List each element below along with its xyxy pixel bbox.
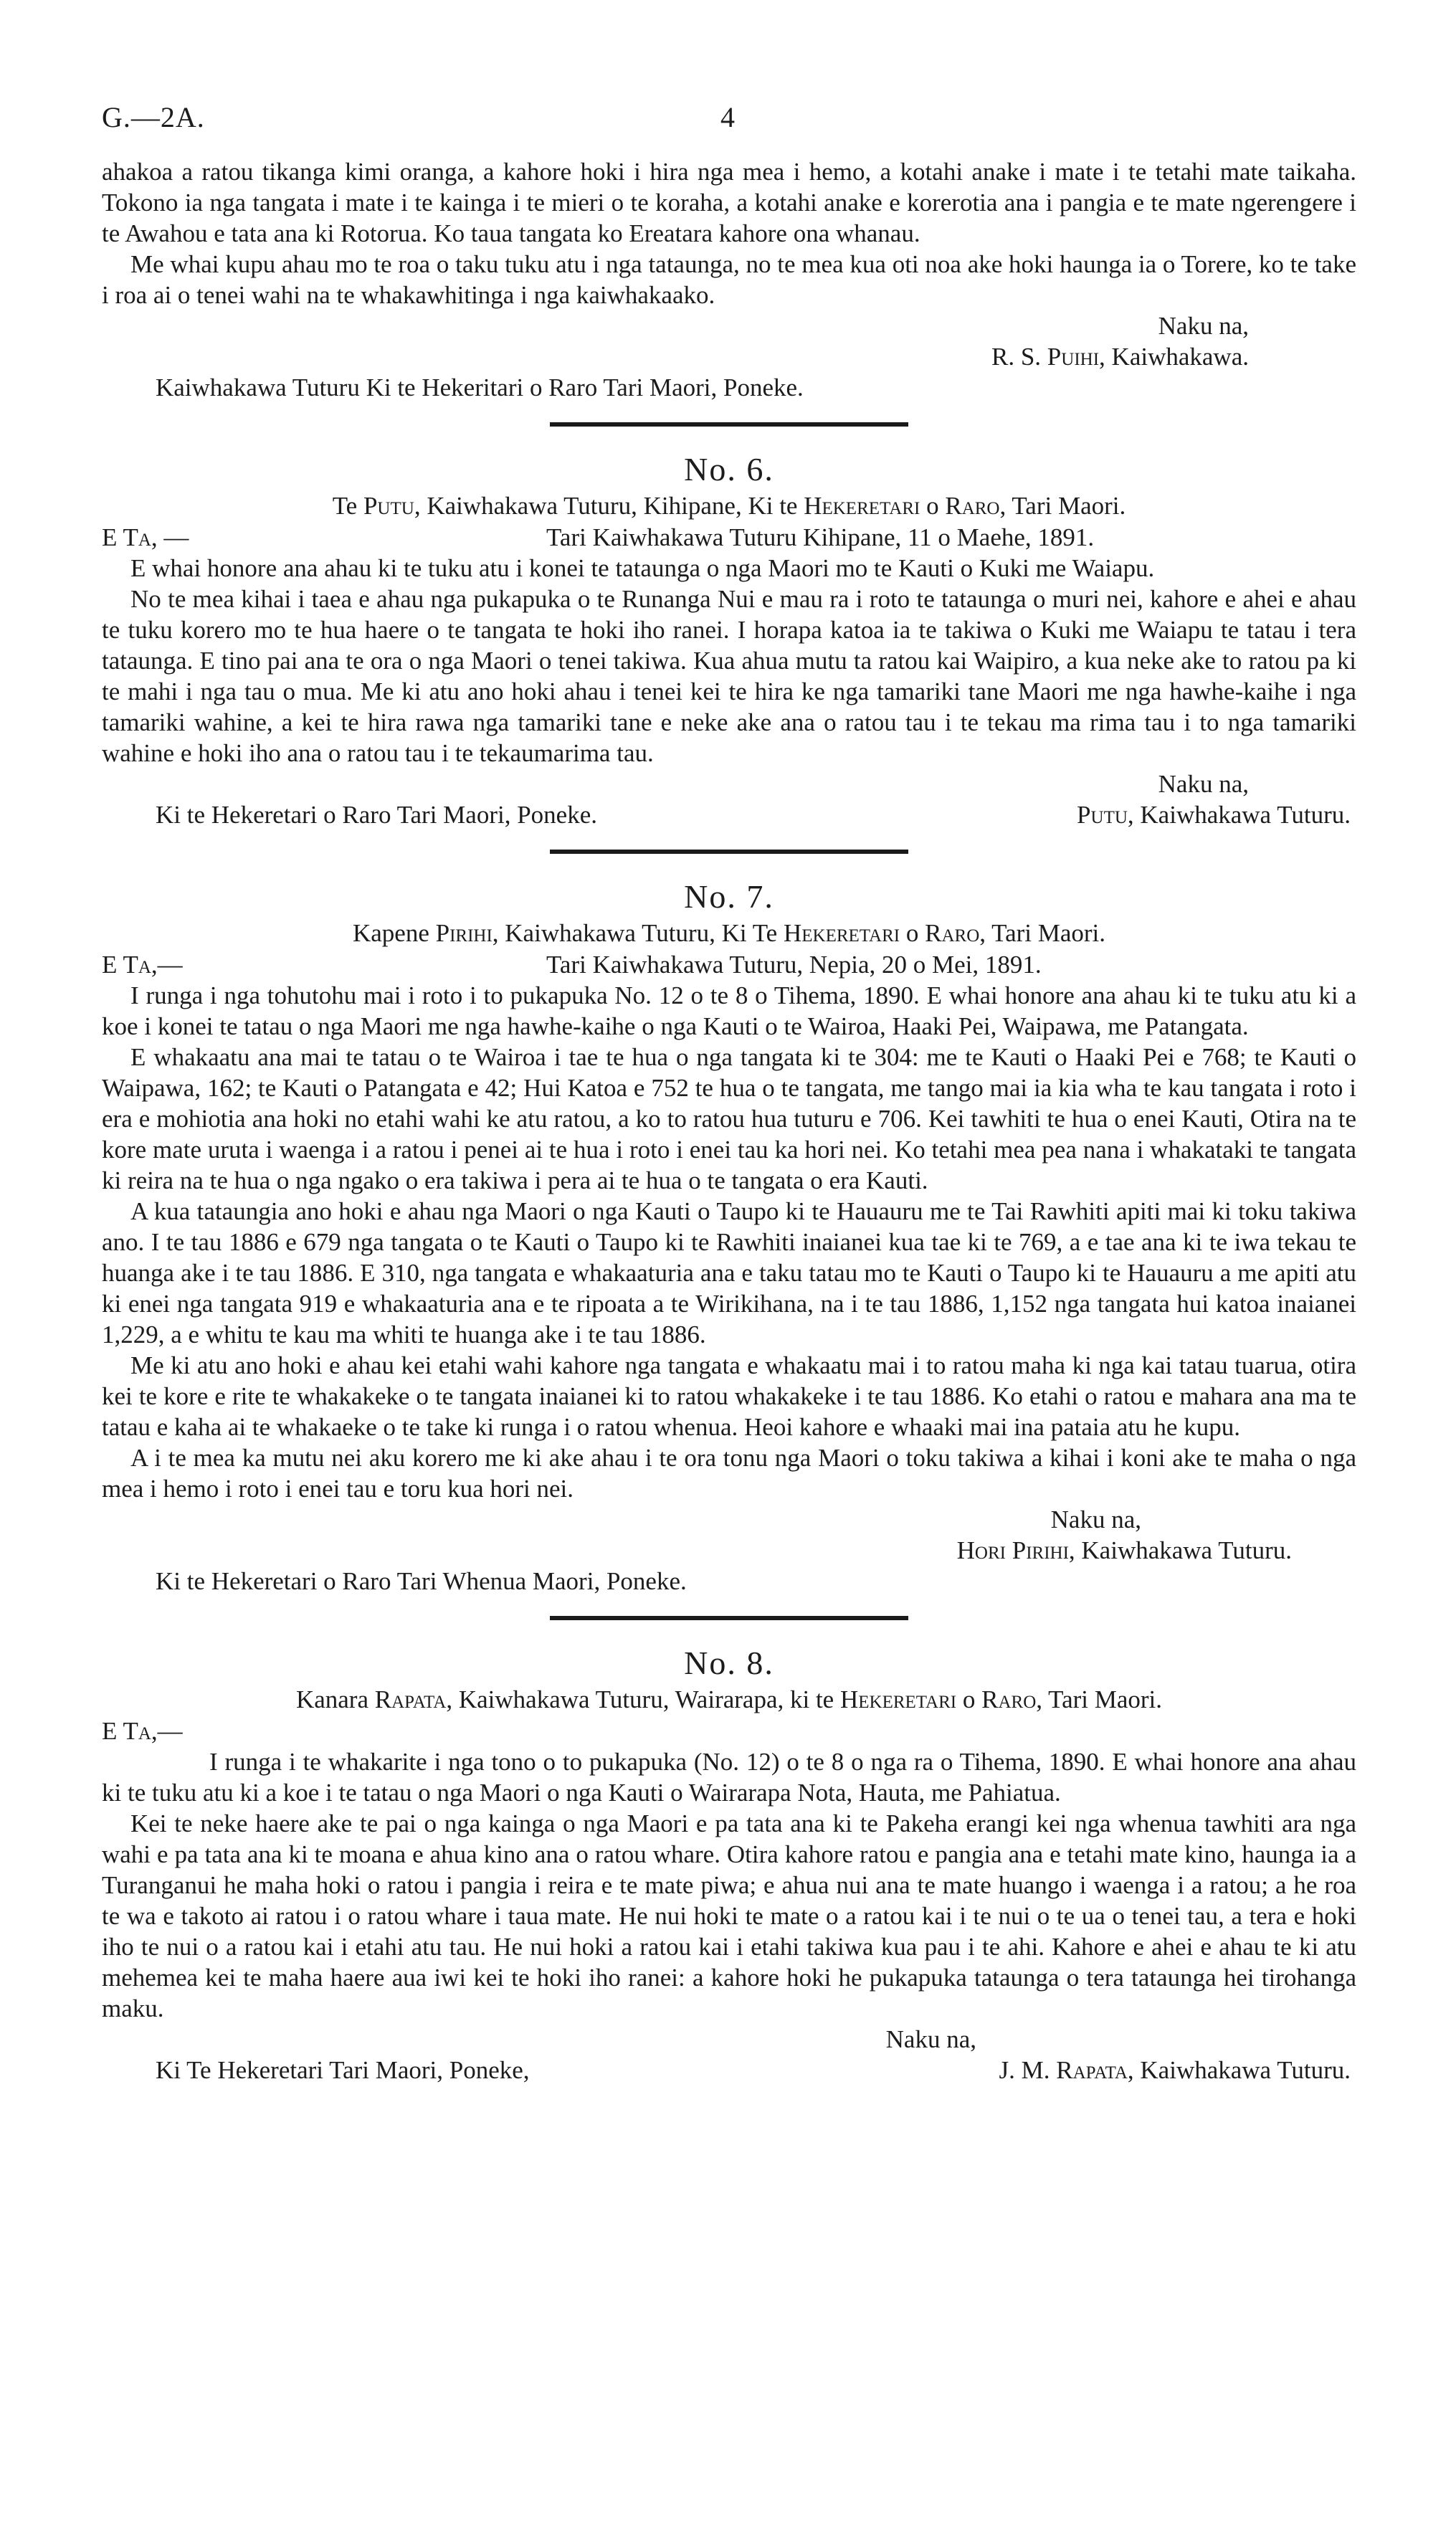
salutation-line	[102, 522, 1356, 553]
section-divider	[550, 422, 908, 427]
signature: Putu, Kaiwhakawa Tuturu.	[1077, 801, 1351, 829]
letter-paragraph: No te mea kihai i taea e ahau nga pukapuka o te Runanga Nui e mau ra i roto te tataunga o muri nei, kahore e ahei e ahau te tuku korero mo te hua haere o te tangata te hoki iho ranei. I horapa katoa ia te takiwa o Kuki me Waiapu te tatau i tera tataunga. E tino pai ana te ora o nga Maori o tenei takiwa. Kua ahua mutu ta ratou kai Waipiro, a kua neke ake to ratou pa ki te mahi i nga tau o mua. Me ki atu ano hoki ahau i tenei kei te hira ke nga tamariki tane Maori me nga hawhe-kaihe i nga tamariki wahine, a kei te hira rawa nga tamariki tane e neke ake ana o ratou tau i te tekau ma rima tau i to nga tamariki wahine e hoki iho ana o ratou tau i te tekaumarima tau.	[102, 585, 1356, 767]
signature: J. M. Rapata, Kaiwhakawa Tuturu.	[999, 2056, 1351, 2084]
letter-paragraph: A i te mea ka mutu nei aku korero me ki ake ahau i te ora tonu nga Maori o toku takiwa a kihai i koni ake te maha o nga mea i hemo i roto i enei tau e toru kua hori nei.	[102, 1444, 1356, 1503]
intro-paragraph: ahakoa a ratou tikanga kimi oranga, a kahore hoki i hira nga mea i hemo, a kotahi anake i mate i te tetahi mate taikaha. Tokono ia nga tangata i mate i te kainga i te mieri o te koraha, a kotahi anake e korerotia ana i pangia e te mate ngerengere i te Awahou e tata ana ki Rotorua. Ko taua tangata ko Ereatara kahore ona whanau.	[102, 158, 1356, 247]
letter-heading: Te Putu, Kaiwhakawa Tuturu, Kihipane, Ki te Hekeretari o Raro, Tari Maori.	[332, 492, 1126, 520]
recipient-address: Ki Te Hekeretari Tari Maori, Poneke,	[156, 2056, 530, 2084]
intro-paragraph: Me whai kupu ahau mo te roa o taku tuku atu i nga tataunga, no te mea kua oti noa ake hoki haunga ia o Torere, ko te take i roa ai o tenei wahi na te whakawhitinga i nga kaiwhakaako.	[102, 250, 1356, 309]
address-signature-line	[102, 799, 1356, 830]
closing: Naku na,	[1158, 312, 1249, 340]
letter-paragraph: Kei te neke haere ake te pai o nga kainga o nga Maori e pa tata ana ki te Pakeha erangi kei nga whenua tawhiti ara nga wahi e pa tata ana ki te moana e ahua kino ana o ratou whare. Otira kahore ratou e pangia ana e tetahi mate kino, haunga ia a Turanganui he maha hoki o ratou i pangia i reira e te mate piwa; e ahua nui ana te mate huango i waenga i a ratou; a he roa te wa e takoto ai ratou i o ratou whare i taua mate. He nui hoki te mate o a ratou kai i te nui o te ua o tenei tau, a tera e hoki iho te nui o a ratou kai i etahi atu tau. He nui hoki a ratou kai i etahi takiwa kua pau i te ahi. Kahore e ahei e ahau te ki atu mehemea kei te maha haere aua iwi kei te hoki iho ranei: a kahore hoki he pukapuka tataunga o tera tataunga hei tirohanga maku.	[102, 1809, 1356, 2022]
closing: Naku na,	[1050, 1506, 1141, 1533]
letter-heading: Kapene Pirihi, Kaiwhakawa Tuturu, Ki Te Hekeretari o Raro, Tari Maori.	[352, 919, 1106, 947]
recipient-address: Kaiwhakawa Tuturu Ki te Hekeritari o Raro Tari Maori, Poneke.	[156, 374, 804, 401]
salutation: E Ta,—	[102, 951, 183, 979]
signature-name: R. S. Puihi	[991, 343, 1100, 371]
closing: Naku na,	[1158, 770, 1249, 798]
section-divider	[550, 850, 908, 854]
signature-title: , Kaiwhakawa.	[1099, 343, 1249, 371]
address-signature-line	[102, 2055, 1356, 2085]
salutation: E Ta, —	[102, 523, 189, 551]
salutation: E Ta,—	[102, 1717, 183, 1745]
closing: Naku na,	[885, 2025, 976, 2053]
office-dateline: Tari Kaiwhakawa Tuturu, Nepia, 20 o Mei, 1891.	[546, 951, 1042, 979]
recipient-address: Ki te Hekeretari o Raro Tari Maori, Poneke.	[156, 801, 598, 829]
letter-number: No. 6.	[684, 451, 774, 487]
letter-paragraph: I runga i te whakarite i nga tono o to pukapuka (No. 12) o te 8 o nga ra o Tihema, 1890. E whai honore ana ahau ki te tuku atu ki a koe i te tatau o nga Maori o nga Kauti o Wairarapa Nota, Hauta, me Pahiatua.	[102, 1748, 1356, 1807]
letter-paragraph: I runga i nga tohutohu mai i roto i to pukapuka No. 12 o te 8 o Tihema, 1890. E whai honore ana ahau ki te tuku atu ki a koe i konei te tatau o nga Maori me nga hawhe-kaihe o nga Kauti o te Wairoa, Haaki Pei, Waipawa, me Patangata.	[102, 981, 1356, 1040]
salutation-line	[102, 949, 1356, 980]
letter-paragraph: Me ki atu ano hoki e ahau kei etahi wahi kahore nga tangata e whakaatu mai i to ratou maha ki nga kai tatau tuarua, otira kei te kore e rite te whakakeke o te tangata inaianei ki to ratou whakakeke i te tau 1886. Ko etahi o ratou e mahara ana ma te tatau e kaha ai te whakaeke o te take ki runga i o ratou whenua. Heoi kahore e whaaki mai ina pataia atu he kupu.	[102, 1351, 1356, 1441]
recipient-address: Ki te Hekeretari o Raro Tari Whenua Maori, Poneke.	[156, 1567, 687, 1595]
letter-number: No. 7.	[684, 878, 774, 915]
signature: Hori Pirihi, Kaiwhakawa Tuturu.	[956, 1536, 1292, 1564]
letter-number: No. 8.	[684, 1645, 774, 1681]
page-number: 4	[720, 101, 736, 133]
signature	[102, 341, 1356, 372]
letter-paragraph: A kua tataungia ano hoki e ahau nga Maori o nga Kauti o Taupo ki te Hauauru me te Tai Rawhiti apiti mai ki toku takiwa ano. I te tau 1886 e 679 nga tangata o te Kauti o Taupo ki te Rawhiti inaianei kua tae ki te 769, a e tae ana ki te iwa tekau te huanga ake i te tau 1886. E 310, nga tangata e whakaaturia ana e taku tatau mo te Kauti o Taupo ki te Hauauru a me apiti atu ki enei nga tangata 919 e whakaaturia ana e te ripoata a te Wirikihana, na i te tau 1886, 1,152 nga tangata hui katoa inaianei 1,229, a e whitu te kau ma whiti te huanga ake i te tau 1886.	[102, 1197, 1356, 1349]
section-divider	[550, 1616, 908, 1620]
document-reference: G.—2A.	[102, 101, 205, 133]
letter-heading: Kanara Rapata, Kaiwhakawa Tuturu, Wairarapa, ki te Hekeretari o Raro, Tari Maori.	[295, 1685, 1163, 1713]
letter-paragraph: E whai honore ana ahau ki te tuku atu i konei te tataunga o nga Maori mo te Kauti o Kuki me Waiapu.	[130, 554, 1155, 582]
office-dateline: Tari Kaiwhakawa Tuturu Kihipane, 11 o Maehe, 1891.	[546, 523, 1095, 551]
document-body	[102, 156, 1356, 2085]
letter-paragraph: E whakaatu ana mai te tatau o te Wairoa i tae te hua o nga tangata ki te 304: me te Kauti o Haaki Pei e 768; te Kauti o Waipawa, 162; te Kauti o Patangata e 42; Hui Katoa e 752 te hua o te tangata, me tango mai ia kia wha te kau tangata i roto i era e mohiotia ana hoki no etahi wahi ke atu ratou, a ko to ratou hua tuturu e 706. Kei tawhiti te hua o enei Kauti, Otira na te kore mate uruta i waenga i a ratou i penei ai te hua i roto i enei tau ka hori nei. Ko tetahi mea pea nana i whakataki te tangata ki reira na te hua o nga ngako o era takiwa i pera ai te hua o te tangata o era Kauti.	[102, 1043, 1356, 1194]
